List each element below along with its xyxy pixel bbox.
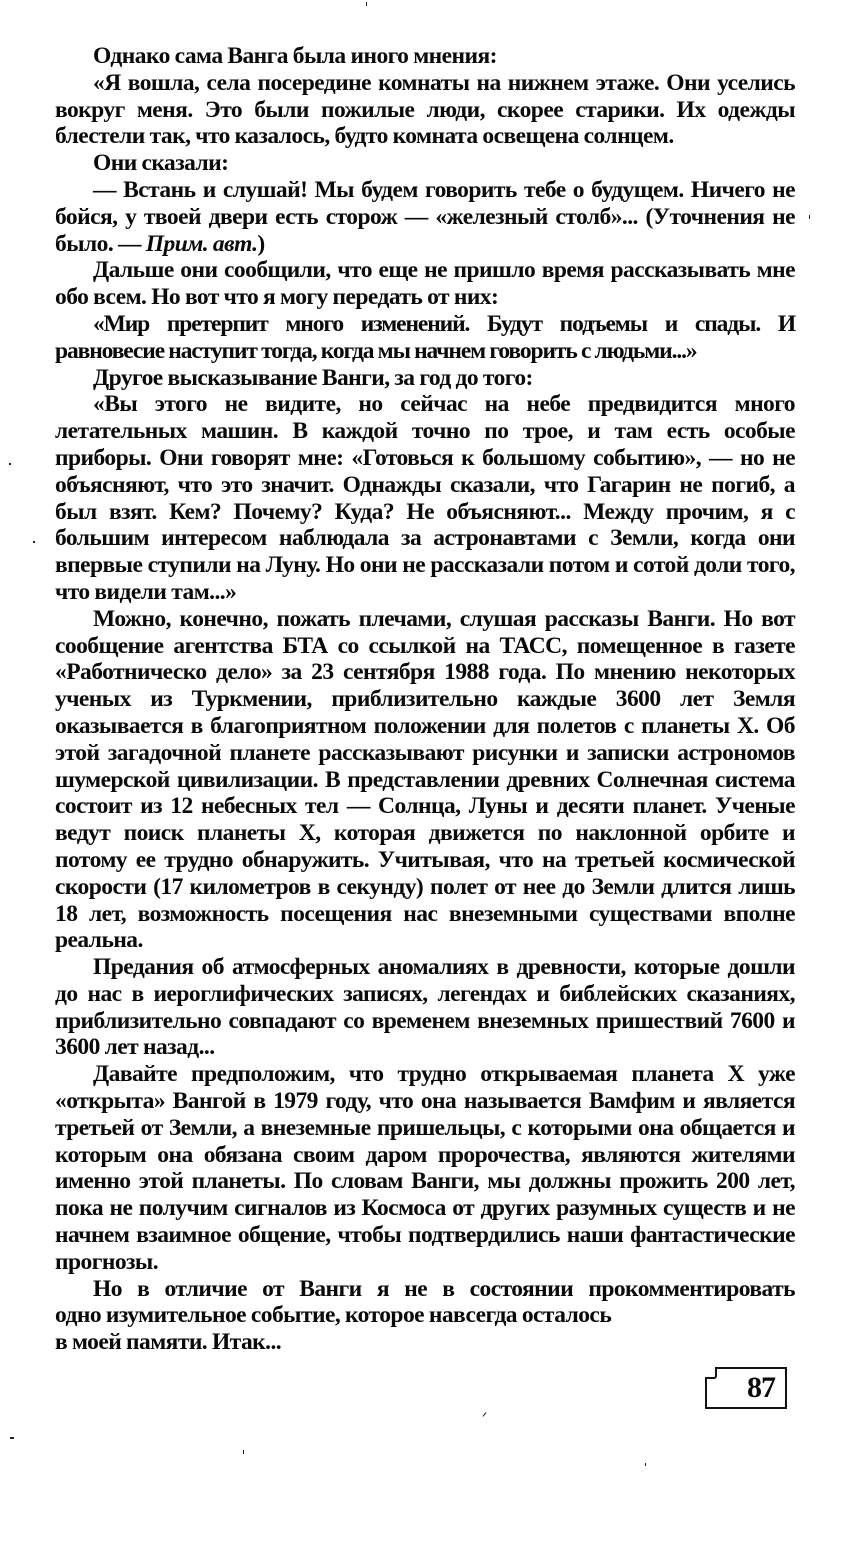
final-paragraph — [55, 1276, 795, 1356]
paragraph-text: — Встань и слушай! Мы будем говорить тебе о будущем. Ничего не бойся, у твоей двери есть сторож — «железный столб»... (Уточнения не было. — — [55, 176, 795, 257]
scan-speck — [483, 1412, 487, 1416]
scan-speck — [366, 2, 367, 6]
paragraph: Предания об атмосферных аномалиях в древности, которые дошли до нас в иероглифических записях, легендах и библейских сказаниях, приблизительно совпадают со временем внеземных пришествий 7600 и 3600 лет назад... — [55, 954, 795, 1061]
paragraph: Другое высказывание Ванги, за год до того: — [93, 364, 533, 391]
scan-speck — [10, 1437, 14, 1439]
paragraph-with-note — [55, 177, 795, 257]
paragraph: Давайте предположим, что трудно открываемая планета X уже «открыта» Вангой в 1979 году, что она называется Вамфим и является третьей от Земли, а внеземные пришельцы, с которыми она общается и которым она обязана своим даром пророчества, являются жителями именно этой планеты. По словам Ванги, мы должны прожить 200 лет, пока не получим сигналов из Космоса от других разумных существ и не начнем взаимное общение, чтобы подтвердились наши фантастические прогнозы. — [55, 1061, 795, 1275]
page-number — [705, 1367, 787, 1409]
paragraph: Однако сама Ванга была иного мнения: — [93, 43, 497, 69]
page-number-text: 87 — [747, 1371, 775, 1404]
paragraph: «Вы этого не видите, но сейчас на небе предвидится много летательных машин. В каждой точно по трое, и там есть особые приборы. Они говорят мне: «Готовься к большому событию», — но не объясняют, что это значит. Однажды сказали, что Гагарин не погиб, а был взят. Кем? Почему? Куда? Не объясняют... Между прочим, я с большим интересом наблюдала за астронавтами с Земли, когда они впервые ступили на Луну. Но они не рассказали потом и сотой доли того, что видели там...» — [55, 391, 795, 605]
scan-speck — [9, 463, 11, 465]
scan-speck — [243, 1450, 244, 1454]
paragraph: Дальше они сообщили, что еще не пришло время рассказывать мне обо всем. Но вот что я могу передать от них: — [55, 257, 795, 311]
paragraph: Но в отличие от Ванги я не в состоянии прокомментировать — [93, 1275, 795, 1302]
scan-speck — [809, 215, 810, 219]
paragraph: Они сказали: — [93, 150, 229, 177]
paragraph: Можно, конечно, пожать плечами, слушая рассказы Ванги. Но вот сообщение агентства БТА со ссылкой на ТАСС, помещенное в газете «Работническо дело» за 23 сентября 1988 года. По мнению некоторых ученых из Туркмении, приблизительно каждые 3600 лет Земля оказывается в благоприятном положении для полетов с планеты X. Об этой загадочной планете рассказывают рисунки и записки астрономов шумерской цивилизации. В представлении древних Солнечная система состоит из 12 небесных тел — Солнца, Луны и десяти планет. Ученые ведут поиск планеты X, которая движется по наклонной орбите и потому ее трудно обнаружить. Учитывая, что на третьей космической скорости (17 километров в секунду) полет от нее до Земли длится лишь 18 лет, возможность посещения нас внеземными существами вполне реальна. — [55, 605, 795, 954]
scan-speck — [645, 1463, 646, 1466]
paragraph: «Я вошла, села посередине комнаты на нижнем этаже. Они уселись вокруг меня. Это были пожилые люди, скорее старики. Их одежды блестели так, что казалось, будто комната освещена солнцем. — [55, 69, 795, 150]
final-line: одно изумительное событие, которое навсегда осталось — [55, 1302, 612, 1329]
final-line: в моей памяти. Итак... — [55, 1329, 282, 1356]
page-body — [55, 43, 795, 1356]
paragraph: «Мир претерпит много изменений. Будут подъемы и спады. И равновесие наступит тогда, когда мы начнем говорить с людьми...» — [55, 310, 795, 364]
author-note: Прим. авт. — [145, 230, 258, 257]
folded-corner-icon — [705, 1367, 717, 1379]
author-note-close: ) — [257, 230, 265, 257]
scan-speck — [33, 541, 35, 543]
